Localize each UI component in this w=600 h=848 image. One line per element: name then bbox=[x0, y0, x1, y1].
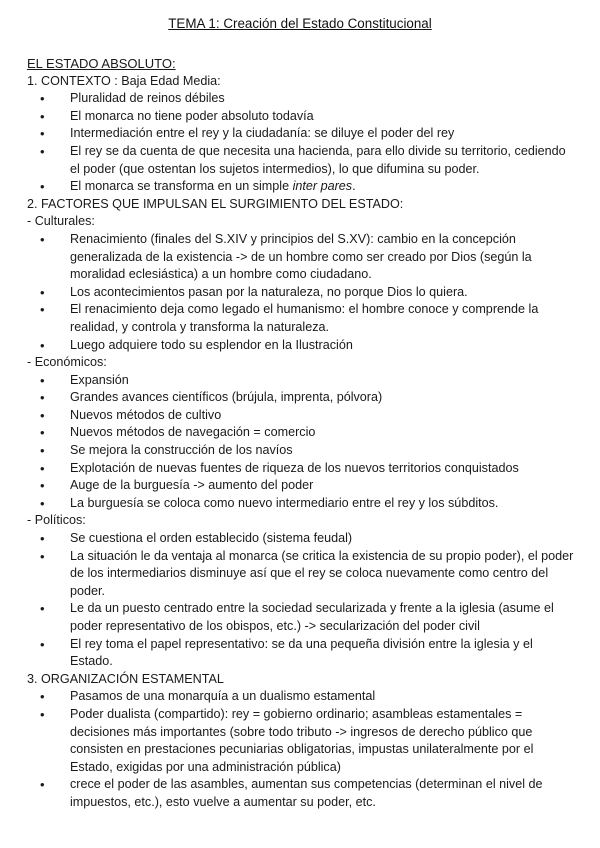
heading-organizacion: 3. ORGANIZACIÓN ESTAMENTAL bbox=[27, 671, 224, 686]
label-politicos: - Políticos: bbox=[27, 513, 86, 528]
item-italic-text: inter pares bbox=[292, 179, 353, 194]
list-item bbox=[27, 178, 575, 196]
list-item: • Los acontecimientos pasan por la naturaleza, no porque Dios lo quiera. bbox=[27, 284, 575, 302]
section-title: EL ESTADO ABSOLUTO: bbox=[27, 56, 176, 71]
list-item: • Luego adquiere todo su esplendor en la Ilustración bbox=[27, 337, 575, 355]
list-item: • El renacimiento deja como legado el humanismo: el hombre conoce y comprende la realidad, y controla y transforma la naturaleza. bbox=[27, 301, 575, 336]
list-item: • Pluralidad de reinos débiles bbox=[27, 90, 575, 108]
heading-contexto: 1. CONTEXTO : Baja Edad Media: bbox=[27, 73, 221, 88]
list-item: • Auge de la burguesía -> aumento del poder bbox=[27, 477, 575, 495]
list-item: • Nuevos métodos de navegación = comercio bbox=[27, 424, 575, 442]
document-body bbox=[27, 55, 575, 812]
list-item: • Explotación de nuevas fuentes de riqueza de los nuevos territorios conquistados bbox=[27, 460, 575, 478]
list-item: • El rey toma el papel representativo: se da una pequeña división entre la iglesia y el Estado. bbox=[27, 636, 575, 671]
item-text: El monarca se transforma en un simple bbox=[70, 179, 293, 194]
list-item: • Renacimiento (finales del S.XIV y principios del S.XV): cambio en la concepción generalizada de la existencia -> de un hombre como ser creado por Dios (según la moralidad eclesiástica) a un hombre como ciudadano. bbox=[27, 231, 575, 284]
list-item: • Intermediación entre el rey y la ciudadanía: se diluye el poder del rey bbox=[27, 125, 575, 143]
list-item: • Se mejora la construcción de los navíos bbox=[27, 442, 575, 460]
list-item: • crece el poder de las asambles, aumentan sus competencias (determinan el nivel de impuestos, etc.), esto vuelve a aumentar su poder, etc. bbox=[27, 776, 575, 811]
label-economicos: - Económicos: bbox=[27, 355, 107, 370]
document-title: TEMA 1: Creación del Estado Constitucional bbox=[168, 16, 432, 31]
list-culturales bbox=[27, 231, 575, 354]
list-item: • Se cuestiona el orden establecido (sistema feudal) bbox=[27, 530, 575, 548]
list-item: • La situación le da ventaja al monarca (se critica la existencia de su propio poder), el poder de los intermediarios disminuye así que el rey se coloca nuevamente como centro del poder. bbox=[27, 548, 575, 601]
list-contexto bbox=[27, 90, 575, 196]
list-item: • Le da un puesto centrado entre la sociedad secularizada y frente a la iglesia (asume el poder representativo de los obispos, etc.) -> secularización del poder civil bbox=[27, 600, 575, 635]
list-item: • Grandes avances científicos (brújula, imprenta, pólvora) bbox=[27, 389, 575, 407]
list-item: • Nuevos métodos de cultivo bbox=[27, 407, 575, 425]
list-item: • El rey se da cuenta de que necesita una hacienda, para ello divide su territorio, cediendo el poder (que ostentan los sujetos intermedios), lo que difumina su poder. bbox=[27, 143, 575, 178]
item-text-end: . bbox=[352, 179, 356, 194]
list-economicos bbox=[27, 372, 575, 513]
label-culturales: - Culturales: bbox=[27, 214, 95, 229]
list-item: • El monarca no tiene poder absoluto todavía bbox=[27, 108, 575, 126]
list-item: • Expansión bbox=[27, 372, 575, 390]
list-organizacion bbox=[27, 688, 575, 811]
list-item: • Pasamos de una monarquía a un dualismo estamental bbox=[27, 688, 575, 706]
heading-factores: 2. FACTORES QUE IMPULSAN EL SURGIMIENTO DEL ESTADO: bbox=[27, 196, 404, 211]
list-item: • La burguesía se coloca como nuevo intermediario entre el rey y los súbditos. bbox=[27, 495, 575, 513]
list-politicos bbox=[27, 530, 575, 671]
list-item: • Poder dualista (compartido): rey = gobierno ordinario; asambleas estamentales = decisiones más importantes (sobre todo tributo -> ingresos de derecho público que consisten en prestaciones pecuniarias obligatorias, impustas unilateralmente por el Estado, exigidas por una administración pública) bbox=[27, 706, 575, 776]
